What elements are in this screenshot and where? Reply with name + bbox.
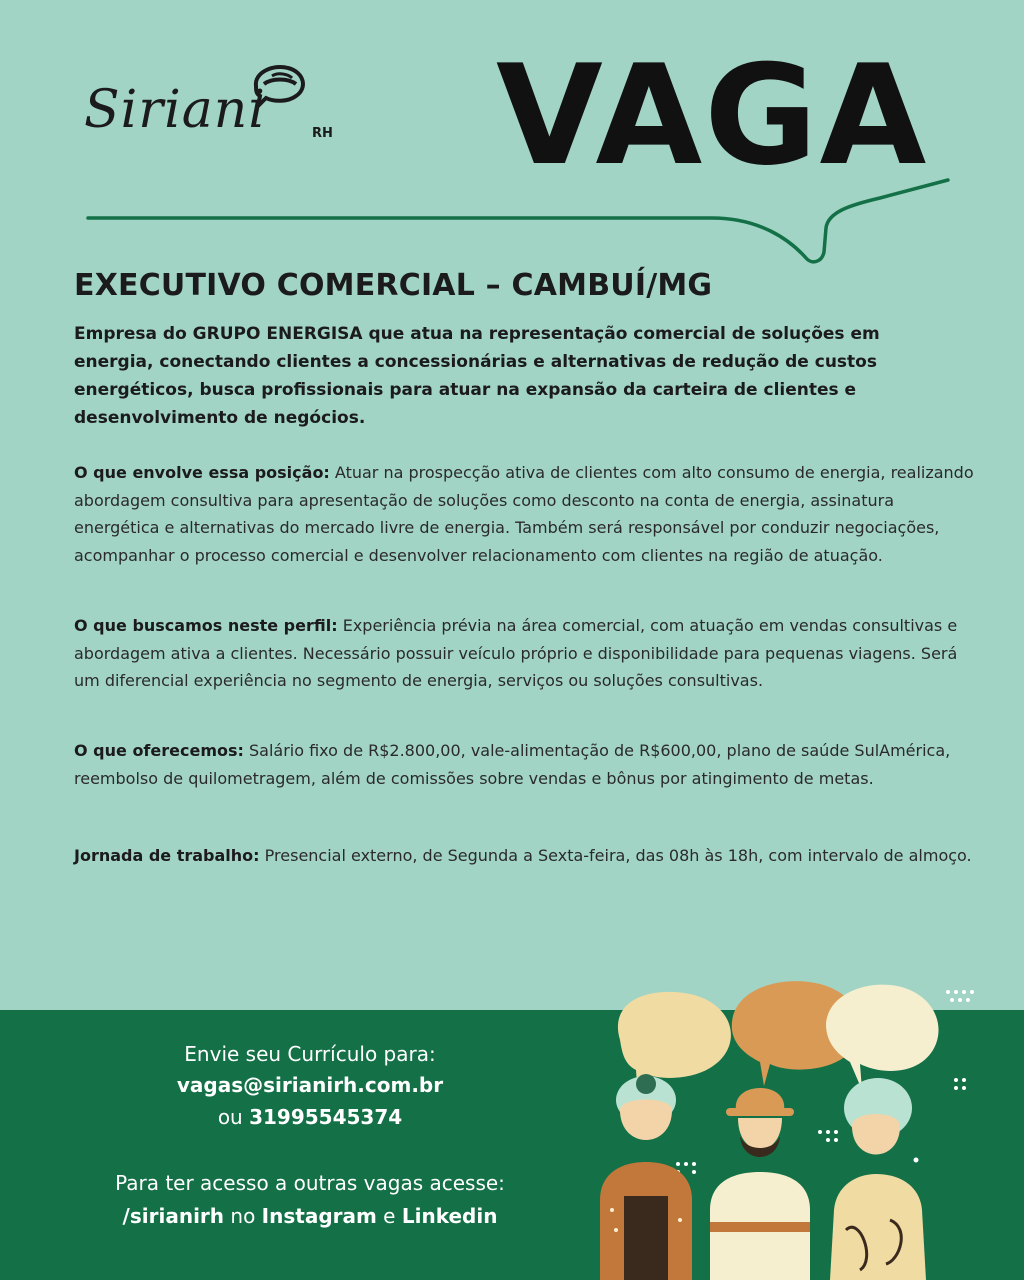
- section-text: Experiência prévia na área comercial, com atuação em vendas consultivas e abordagem ativa a clientes. Necessário possuir veículo próprio e disponibilidade para pequenas viagens. Será um diferencial experiência no segmento de energia, serviços ou soluções consultivas.: [74, 616, 958, 690]
- siriani-rh-logo: [84, 62, 364, 152]
- job-title: EXECUTIVO COMERCIAL – CAMBUÍ/MG: [74, 268, 713, 303]
- section-benefits: [74, 737, 974, 792]
- page-title: VAGA: [496, 35, 929, 196]
- section-responsibilities: [74, 459, 974, 569]
- section-text: Atuar na prospecção ativa de clientes com alto consumo de energia, realizando abordagem consultiva para apresentação de soluções como desconto na conta de energia, assinatura energética e alternativas do mercado livre de energia. Também será responsável por conduzir negociações, acompanhar o processo comercial e desenvolver relacionamento com clientes na região de atuação.: [74, 463, 974, 565]
- social-handle[interactable]: /sirianirh: [122, 1204, 225, 1228]
- section-schedule: [74, 842, 974, 870]
- contact-label: Envie seu Currículo para:: [184, 1042, 436, 1066]
- linkedin-link[interactable]: Linkedin: [401, 1204, 498, 1228]
- section-requirements: [74, 612, 974, 695]
- job-intro: Empresa do GRUPO ENERGISA que atua na representação comercial de soluções em energia, conectando clientes a concessionárias e alternativas de redução de custos energéticos, busca profissionais para atuar na expansão da carteira de clientes e desenvolvimento de negócios.: [74, 324, 880, 428]
- contact-phone[interactable]: 31995545374: [249, 1105, 403, 1129]
- social-sep: e: [376, 1204, 402, 1228]
- logo-suffix: RH: [312, 126, 333, 141]
- phone-prefix: ou: [217, 1105, 250, 1129]
- contact-email[interactable]: vagas@sirianirh.com.br: [176, 1073, 444, 1097]
- instagram-link[interactable]: Instagram: [261, 1204, 377, 1228]
- section-label: O que buscamos neste perfil:: [74, 616, 338, 635]
- social-line: [60, 1200, 560, 1232]
- people-illustration: [560, 960, 1024, 1280]
- section-text: Presencial externo, de Segunda a Sexta-feira, das 08h às 18h, com intervalo de almoço.: [259, 846, 972, 865]
- contact-phone-line: [60, 1101, 560, 1133]
- logo-wordmark: Siriani: [84, 80, 266, 140]
- section-text: Salário fixo de R$2.800,00, vale-alimentação de R$600,00, plano de saúde SulAmérica, reembolso de quilometragem, além de comissões sobre vendas e bônus por atingimento de metas.: [74, 741, 951, 788]
- more-jobs-label: Para ter acesso a outras vagas acesse:: [115, 1171, 505, 1195]
- social-sep: no: [224, 1204, 262, 1228]
- section-label: O que oferecemos:: [74, 741, 244, 760]
- section-label: Jornada de trabalho:: [74, 846, 260, 865]
- section-label: O que envolve essa posição:: [74, 463, 330, 482]
